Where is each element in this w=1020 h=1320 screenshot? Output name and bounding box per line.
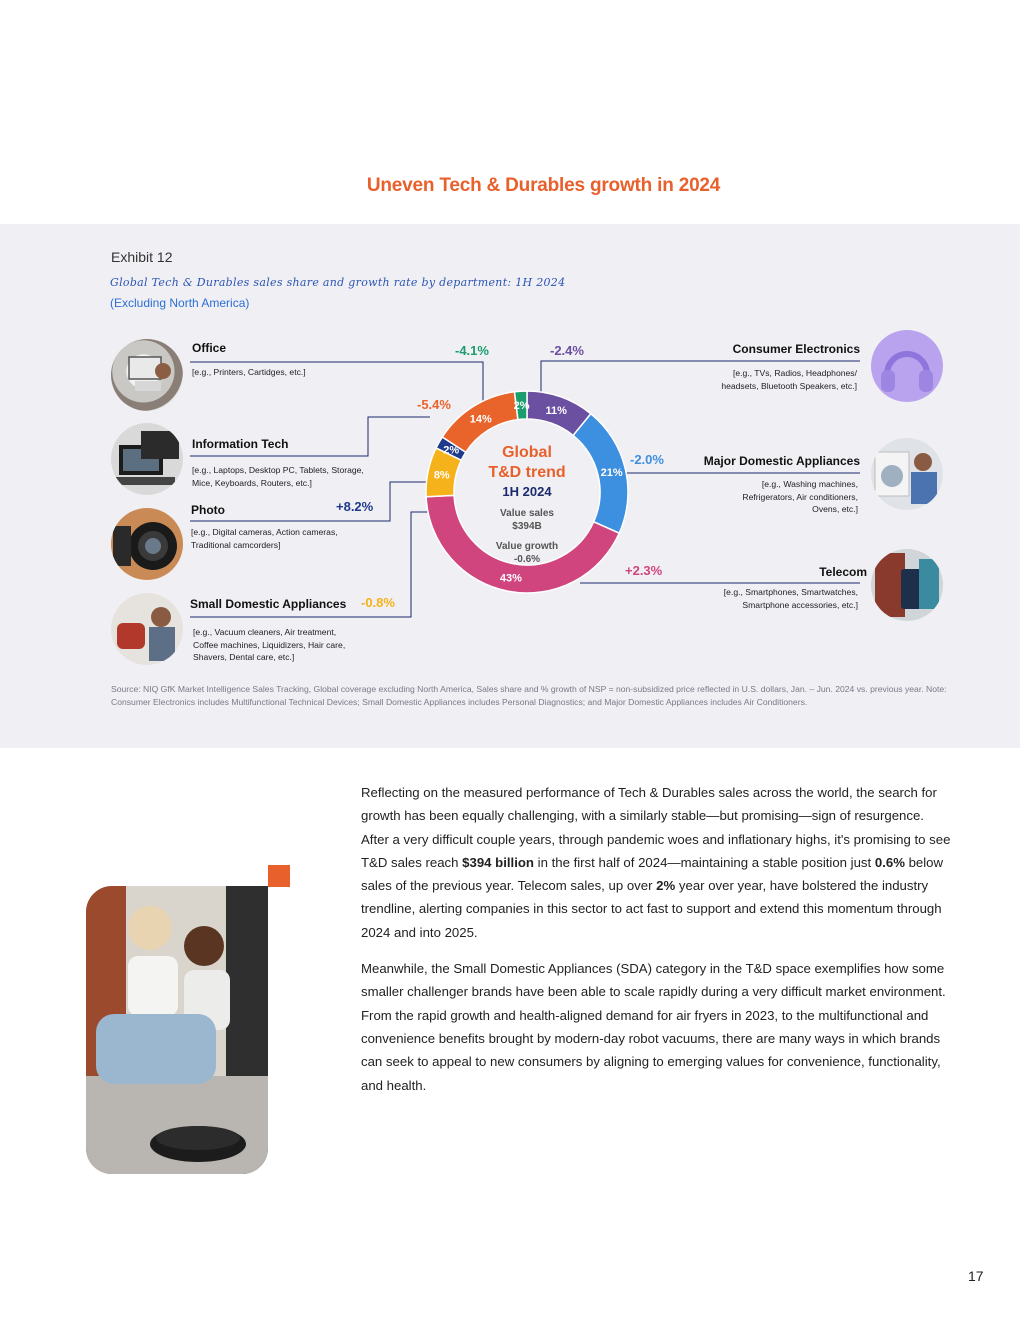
donut-label-information-tech: 14% — [469, 413, 492, 426]
center-period: 1H 2024 — [502, 484, 552, 499]
page-number: 17 — [968, 1268, 984, 1284]
body-paragraph-1: Reflecting on the measured performance of Tech & Durables sales across the world, the search for growth has been equally challenging, with a similarly stable—but promising—sign of resurgence. After a very difficult couple years, through pandemic woes and inflationary highs, it's promising to see T&D sales reach $394 billion in the first half of 2024—maintaining a stable position just 0.6% below sales of the previous year. Telecom sales, up over 2% year over year, have bolstered the industry trendline, alerting companies in this sector to act fast to support and extend this momentum through 2024 and into 2025. — [361, 785, 951, 940]
donut-label-consumer-electronics: 11% — [545, 405, 567, 418]
accent-square — [268, 865, 290, 887]
body-text — [361, 781, 951, 1110]
ce-photo — [871, 330, 943, 402]
info-tech-name: Information Tech — [192, 437, 289, 451]
center-value-growth-label: Value growth — [495, 541, 559, 552]
growth-ce: -2.4% — [550, 343, 584, 358]
mda-photo — [871, 438, 943, 510]
sda-photo — [111, 593, 183, 665]
photo-photo — [111, 508, 183, 580]
donut-label-office: 2% — [513, 400, 530, 413]
exhibit-label: Exhibit 12 — [111, 249, 173, 265]
donut-label-major-domestic-appliances: 21% — [600, 466, 623, 479]
page-title: Uneven Tech & Durables growth in 2024 — [366, 175, 721, 196]
info-tech-photo — [111, 423, 183, 495]
sda-name: Small Domestic Appliances — [190, 597, 347, 611]
mda-desc: [e.g., Washing machines, Refrigerators, Air conditioners, Ovens, etc.] — [742, 479, 858, 514]
growth-info-tech: -5.4% — [417, 397, 451, 412]
growth-office: -4.1% — [455, 343, 489, 358]
office-photo — [111, 339, 183, 411]
sda-desc: [e.g., Vacuum cleaners, Air treatment, Coffee machines, Liquidizers, Hair care, Shavers, Dental care, etc.] — [193, 627, 346, 662]
growth-photo: +8.2% — [336, 499, 374, 514]
donut-label-small-domestic-appliances: 8% — [433, 469, 450, 482]
center-title-line1: Global — [502, 444, 552, 461]
telecom-desc: [e.g., Smartphones, Smartwatches, Smartphone accessories, etc.] — [723, 587, 858, 610]
center-title-line2: T&D trend — [488, 464, 566, 481]
growth-mda: -2.0% — [630, 452, 664, 467]
office-name: Office — [192, 341, 227, 355]
center-value-sales: $394B — [512, 521, 542, 532]
photo-name: Photo — [191, 503, 225, 517]
donut-label-telecom: 43% — [499, 572, 522, 585]
mda-name: Major Domestic Appliances — [703, 454, 860, 468]
telecom-name: Telecom — [819, 565, 867, 579]
ce-name: Consumer Electronics — [732, 342, 860, 356]
lifestyle-photo — [86, 886, 268, 1174]
center-value-sales-label: Value sales — [500, 508, 554, 519]
photo-desc: [e.g., Digital cameras, Action cameras, Traditional camcorders] — [191, 527, 338, 550]
center-value-growth: -0.6% — [513, 554, 541, 565]
ce-desc: [e.g., TVs, Radios, Headphones/ headsets, Bluetooth Speakers, etc.] — [721, 368, 857, 391]
body-paragraph-2: Meanwhile, the Small Domestic Appliances (SDA) category in the T&D space exemplifies how some smaller challenger brands have been able to scale rapidly during a very difficult market environment. From the rapid growth and health-aligned demand for air fryers in 2023, to the multifunctional and convenience benefits brought by modern-day robot vacuums, there are many ways in which brands can seek to appeal to new consumers by aligning to emerging values for convenience, functionality, and health. — [361, 961, 946, 1093]
source-note: Source: NIQ GfK Market Intelligence Sales Tracking, Global coverage excluding North America, Sales share and % growth of NSP = non-subsidized price reflected in U.S. dollars, Jan. – Jun. 2024 vs. previous year. Note: Consumer Electronics includes Multifunctional Technical Devices; Small Domestic Appliances includes Personal Diagnostics; and Major Domestic Appliances includes Air Conditioners. — [111, 684, 947, 707]
donut-label-photo: 2% — [443, 444, 460, 457]
telecom-photo — [871, 549, 943, 621]
growth-telecom: +2.3% — [625, 563, 663, 578]
exhibit-subtitle: Global Tech & Durables sales share and growth rate by department: 1H 2024 — [110, 276, 566, 289]
growth-sda: -0.8% — [361, 595, 395, 610]
info-tech-desc: [e.g., Laptops, Desktop PC, Tablets, Storage, Mice, Keyboards, Routers, etc.] — [192, 465, 364, 488]
exhibit-note: (Excluding North America) — [110, 296, 250, 310]
office-desc: [e.g., Printers, Cartidges, etc.] — [192, 367, 306, 377]
